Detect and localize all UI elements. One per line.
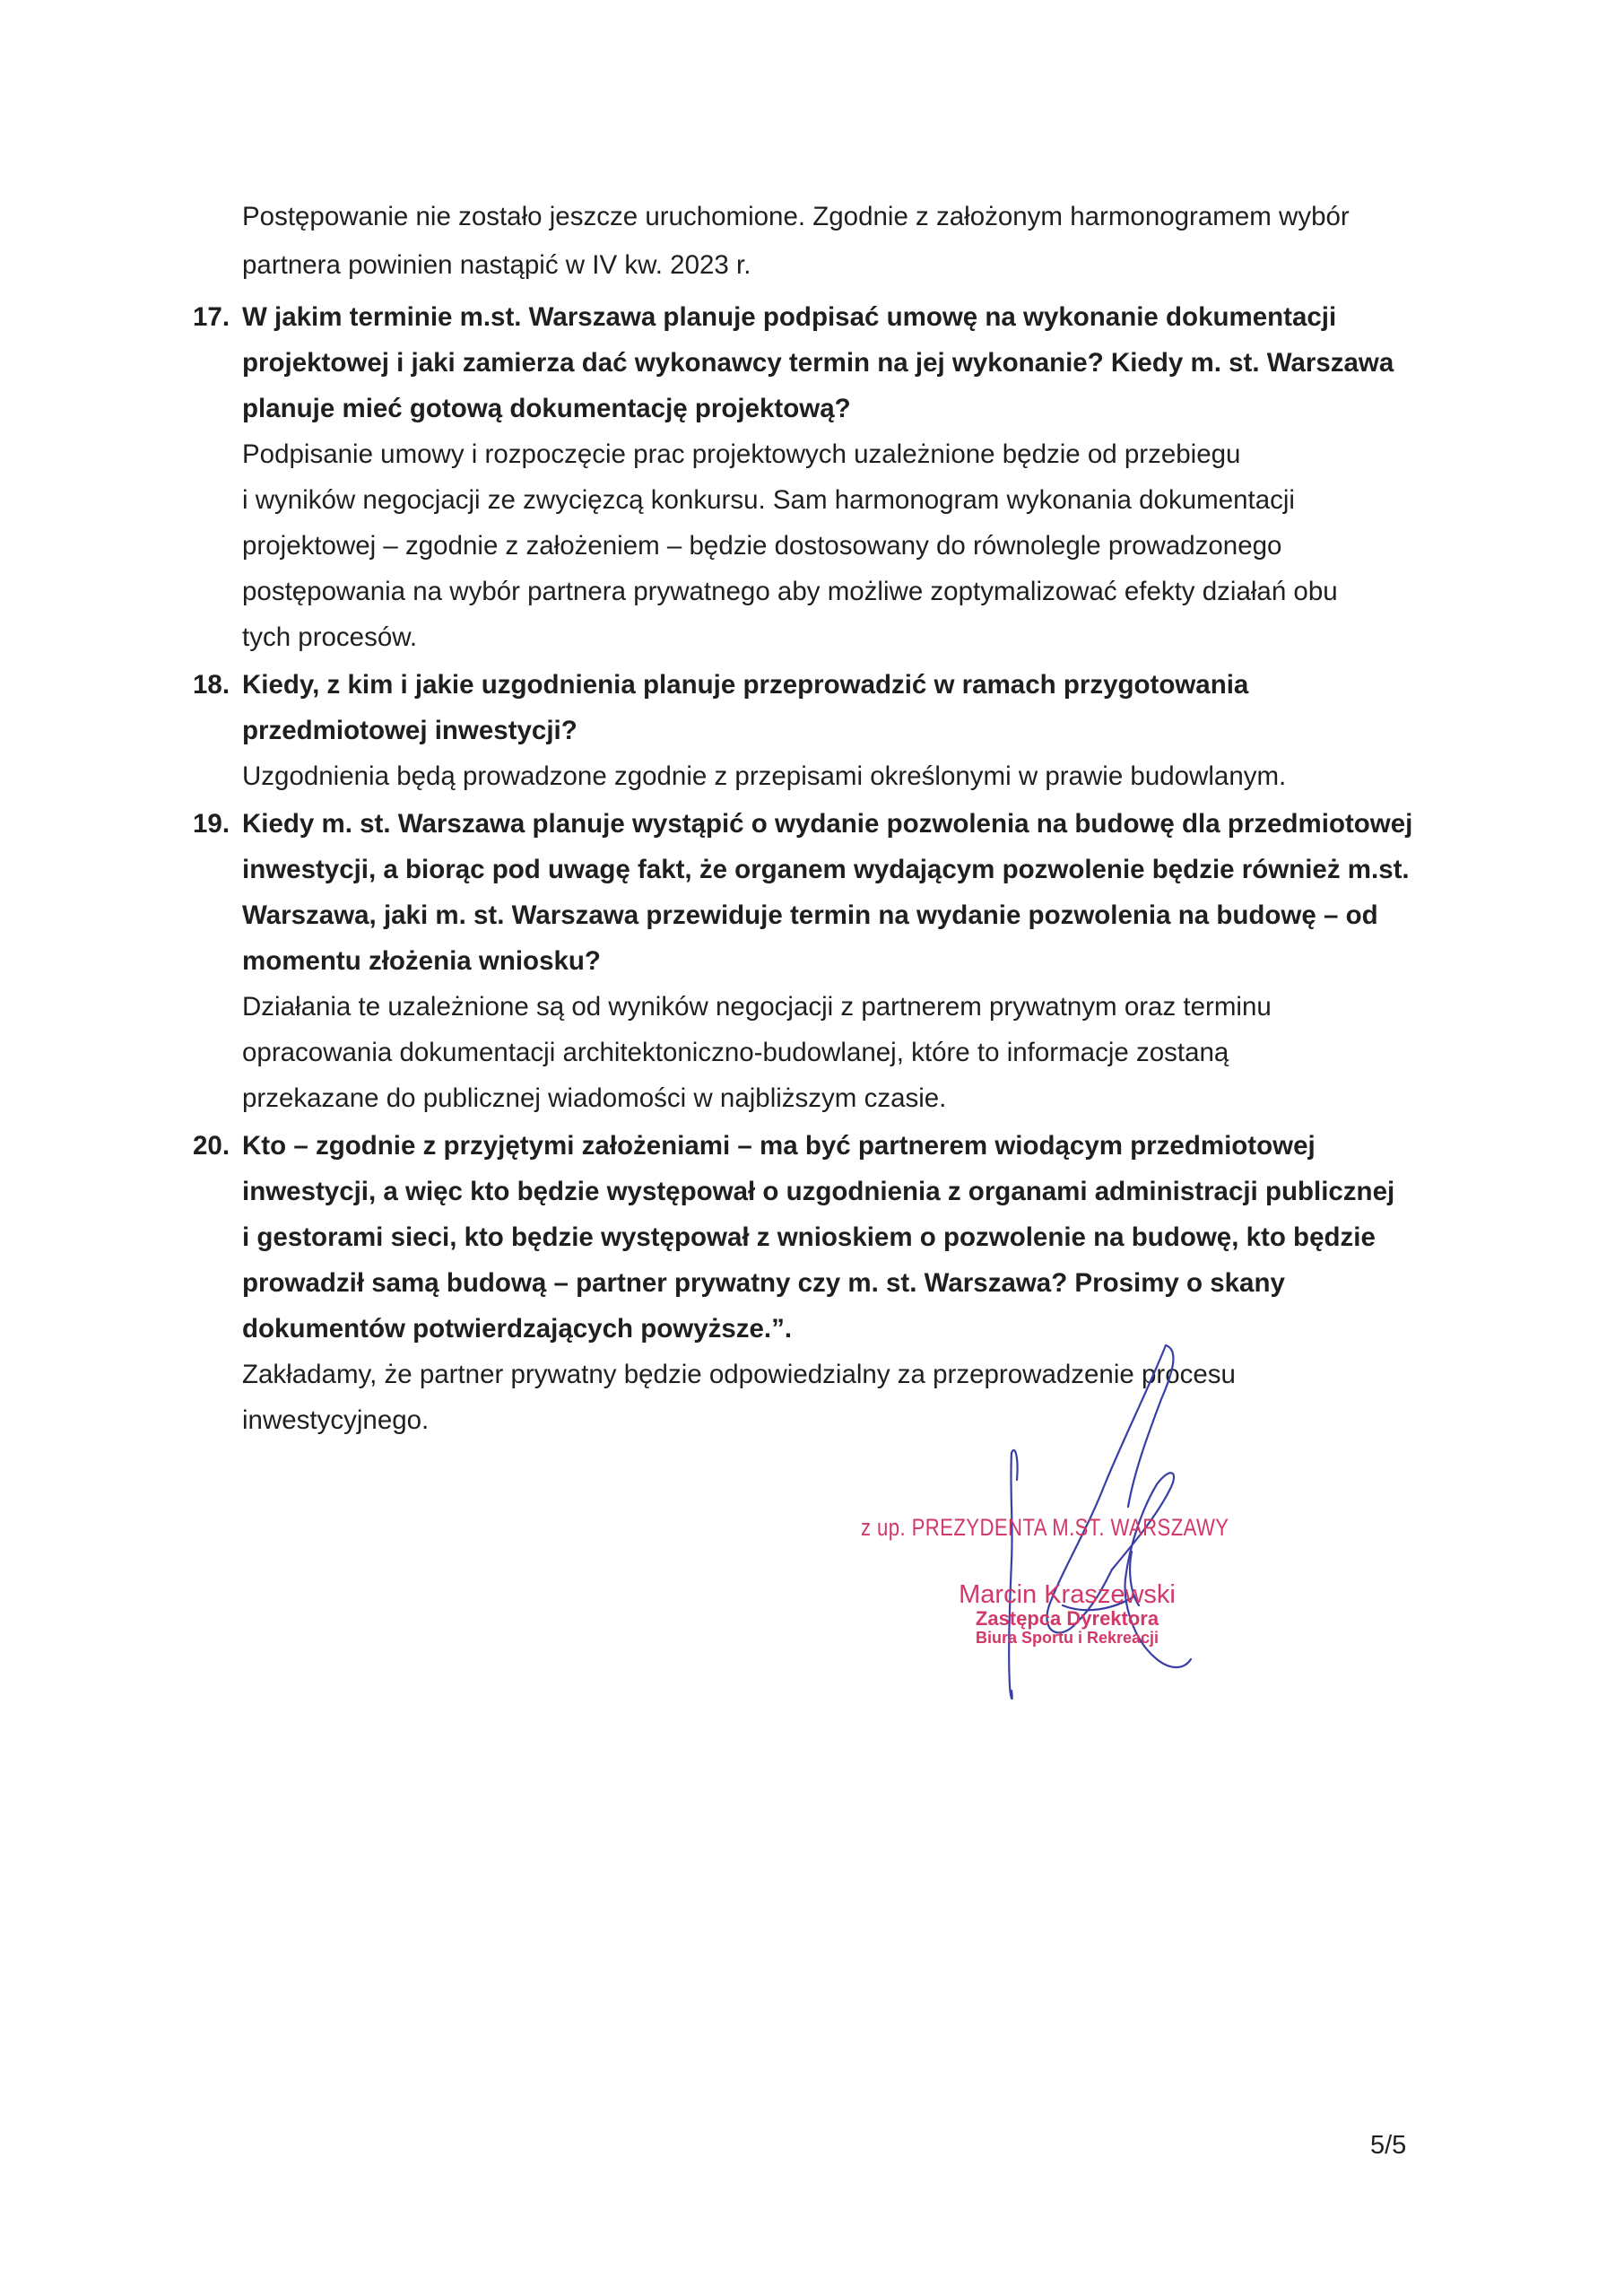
qa-item: [193, 662, 1448, 799]
stamp-name-block: [933, 1580, 1202, 1647]
answer-line: Uzgodnienia będą prowadzone zgodnie z przepisami określonymi w prawie budowlanym.: [242, 761, 1287, 791]
qa-item: [193, 1123, 1448, 1443]
answer-line: inwestycyjnego.: [242, 1405, 430, 1435]
answer-line: opracowania dokumentacji architektoniczno-budowlanej, które to informacje zostaną: [242, 1038, 1229, 1067]
question-line: Kiedy m. st. Warszawa planuje wystąpić o wydanie pozwolenia na budowę dla przedmiotowej: [242, 809, 1413, 839]
item-number: 20.: [193, 1131, 230, 1161]
answer-line: Zakładamy, że partner prywatny będzie odpowiedzialny za przeprowadzenie procesu: [242, 1360, 1236, 1389]
answer-line: projektowej – zgodnie z założeniem – będzie dostosowany do równolegle prowadzonego: [242, 531, 1282, 561]
qa-item: [193, 294, 1448, 660]
answer-line: przekazane do publicznej wiadomości w najbliższym czasie.: [242, 1083, 947, 1113]
stamp-department: Biura Sportu i Rekreacji: [975, 1629, 1159, 1647]
intro-line: Postępowanie nie zostało jeszcze uruchomione. Zgodnie z założonym harmonogramem wybór: [242, 202, 1350, 231]
answer-line: postępowania na wybór partnera prywatnego aby możliwe zoptymalizować efekty działań obu: [242, 577, 1338, 606]
question-line: Warszawa, jaki m. st. Warszawa przewiduje termin na wydanie pozwolenia na budowę – od: [242, 900, 1378, 930]
answer-line: Podpisanie umowy i rozpoczęcie prac projektowych uzależnione będzie od przebiegu: [242, 439, 1241, 469]
question-line: Kiedy, z kim i jakie uzgodnienia planuje przeprowadzić w ramach przygotowania: [242, 670, 1249, 700]
item-number: 19.: [193, 809, 230, 839]
question-line: prowadził samą budową – partner prywatny czy m. st. Warszawa? Prosimy o skany: [242, 1268, 1285, 1298]
stamp-name: Marcin Kraszewski: [959, 1580, 1176, 1609]
answer-line: Działania te uzależnione są od wyników negocjacji z partnerem prywatnym oraz terminu: [242, 992, 1272, 1022]
question-line: przedmiotowej inwestycji?: [242, 716, 578, 745]
item-number: 17.: [193, 302, 230, 332]
question-line: Kto – zgodnie z przyjętymi założeniami – ma być partnerem wiodącym przedmiotowej: [242, 1131, 1316, 1161]
question-line: W jakim terminie m.st. Warszawa planuje podpisać umowę na wykonanie dokumentacji: [242, 302, 1337, 332]
item-number: 18.: [193, 670, 230, 700]
page-number: 5/5: [1370, 2131, 1407, 2160]
question-line: momentu złożenia wniosku?: [242, 946, 601, 976]
qa-list: [193, 294, 1448, 1443]
question-line: i gestorami sieci, kto będzie występował z wnioskiem o pozwolenie na budowę, kto będzie: [242, 1222, 1376, 1252]
stamp-authority: z up. PREZYDENTA M.ST. WARSZAWY: [861, 1514, 1229, 1541]
official-stamp: [861, 1507, 1238, 1686]
question-line: inwestycji, a więc kto będzie występował o uzgodnienia z organami administracji publicznej: [242, 1177, 1395, 1206]
qa-item: [193, 801, 1448, 1121]
intro-line: partnera powinien nastąpić w IV kw. 2023 r.: [242, 250, 751, 280]
answer-line: i wyników negocjacji ze zwycięzcą konkursu. Sam harmonogram wykonania dokumentacji: [242, 485, 1295, 515]
intro-paragraph: [193, 190, 1448, 292]
answer-line: tych procesów.: [242, 622, 418, 652]
question-line: dokumentów potwierdzających powyższe.”.: [242, 1314, 793, 1344]
question-line: inwestycji, a biorąc pod uwagę fakt, że organem wydającym pozwolenie będzie również m.st.: [242, 855, 1410, 884]
stamp-role: Zastępca Dyrektora: [975, 1607, 1159, 1630]
document-body: [193, 190, 1448, 1443]
question-line: projektowej i jaki zamierza dać wykonawcy termin na jej wykonanie? Kiedy m. st. Warszawa: [242, 348, 1394, 378]
question-line: planuje mieć gotową dokumentację projektową?: [242, 394, 851, 423]
